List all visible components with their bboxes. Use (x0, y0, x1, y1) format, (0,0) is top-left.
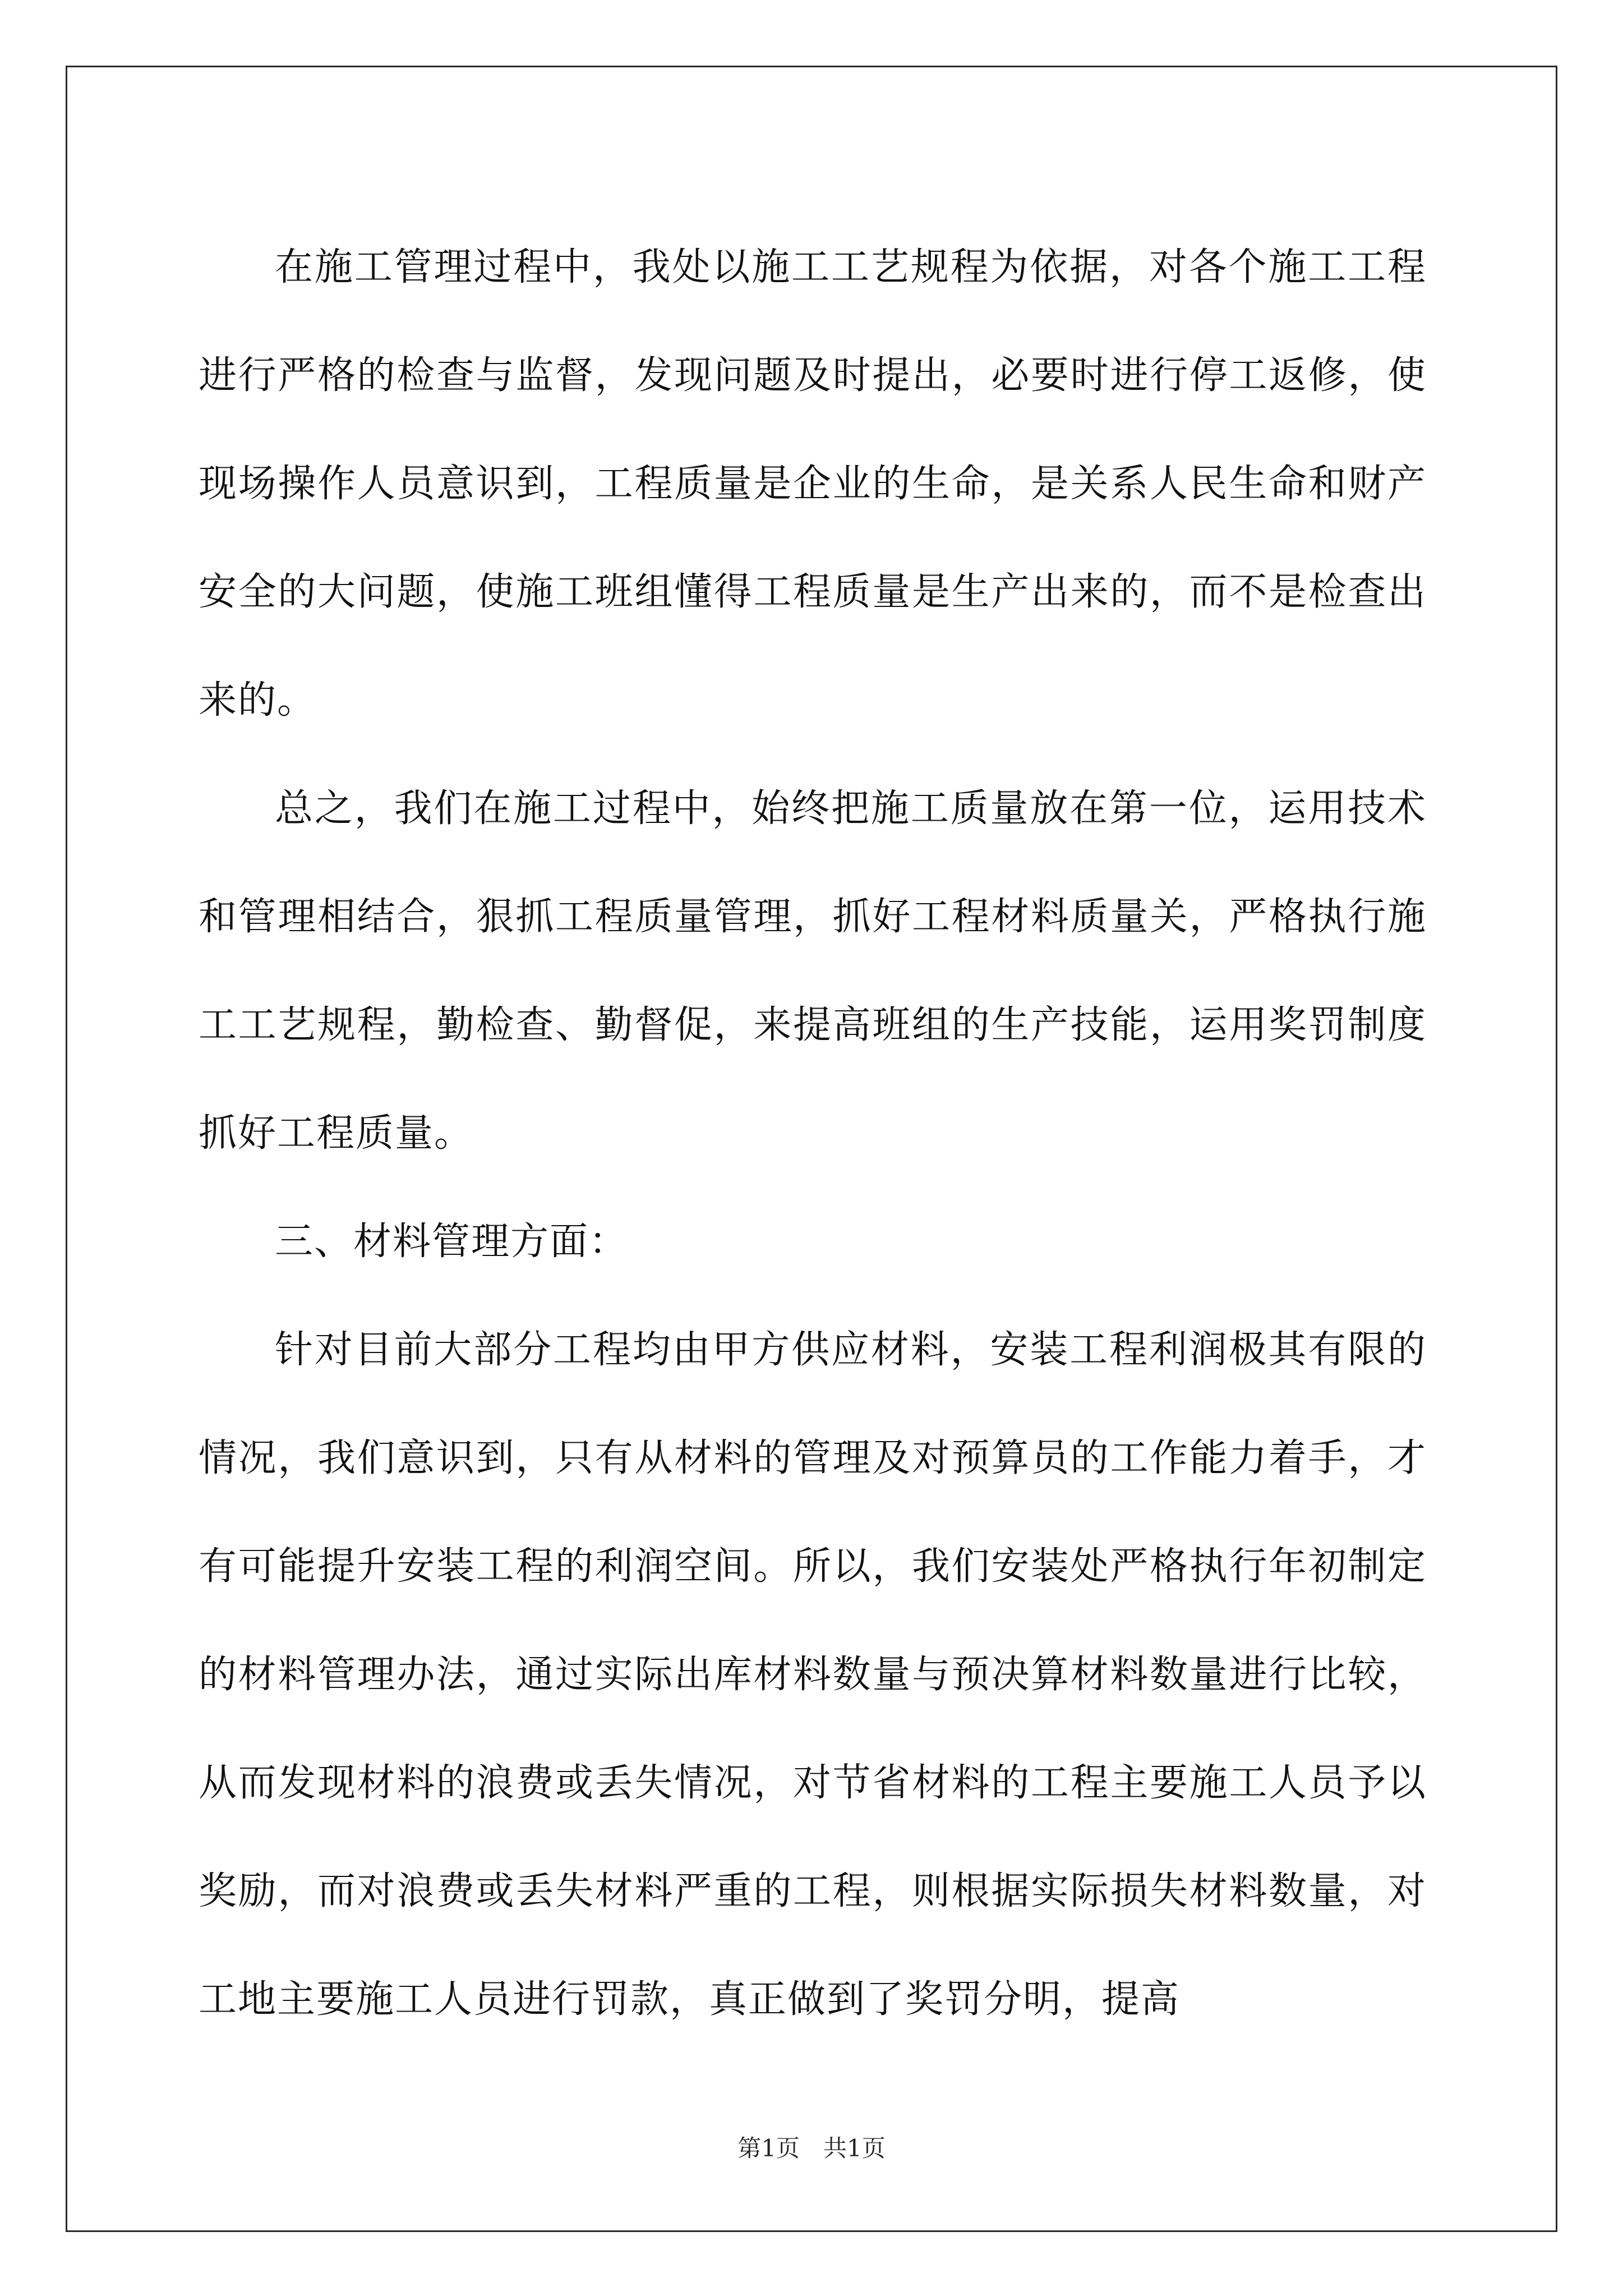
page-number-footer: 第1页 共1页 (737, 2134, 886, 2162)
paragraph-quality-inspection: 在施工管理过程中，我处以施工工艺规程为依据，对各个施工工程进行严格的检查与监督，发现问题及时提出，必要时进行停工返修，使现场操作人员意识到，工程质量是企业的生命，是关系人民生命和财产安全的大问题，使施工班组懂得工程质量是生产出来的，而不是检查出来的。 (199, 245, 1427, 723)
paragraph-materials-management: 针对目前大部分工程均由甲方供应材料，安装工程利润极其有限的情况，我们意识到，只有从材料的管理及对预算员的工作能力着手，才有可能提升安装工程的利润空间。所以，我们安装处严格执行年初制定的材料管理办法，通过实际出库材料数量与预决算材料数量进行比较，从而发现材料的浪费或丢失情况，对节省材料的工程主要施工人员予以奖励，而对浪费或丢失材料严重的工程，则根据实际损失材料数量，对工地主要施工人员进行罚款，真正做到了奖罚分明，提高 (199, 1328, 1427, 2022)
section-heading-materials: 三、材料管理方面： (275, 1220, 629, 1264)
paragraph-summary: 总之，我们在施工过程中，始终把施工质量放在第一位，运用技术和管理相结合，狠抓工程质量管理，抓好工程材料质量关，严格执行施工工艺规程，勤检查、勤督促，来提高班组的生产技能，运用奖罚制度抓好工程质量。 (199, 786, 1427, 1156)
document-body (199, 213, 1427, 2054)
